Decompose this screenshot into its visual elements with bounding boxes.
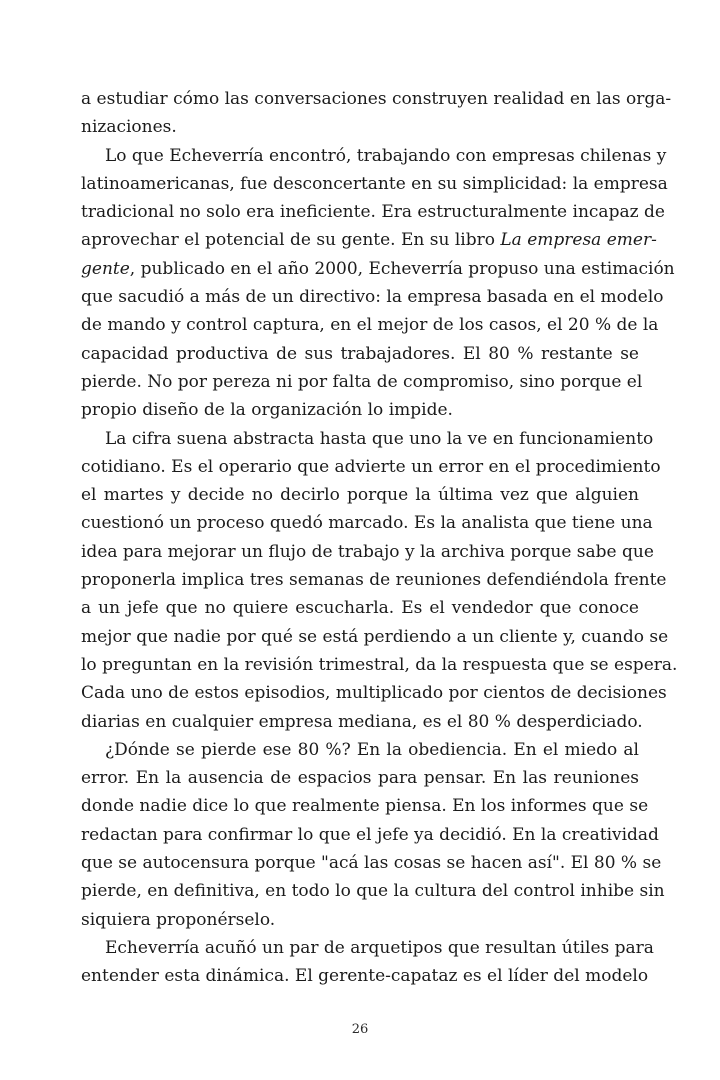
paragraph-first-line: ¿Dónde se pierde ese 80 %? En la obediencia. En el miedo al xyxy=(105,739,639,760)
page-number: 26 xyxy=(351,1022,369,1037)
text-line: a estudiar cómo las conversaciones construyen realidad en las orga- xyxy=(81,89,672,109)
text-line: idea para mejorar un flujo de trabajo y la archiva porque sabe que xyxy=(81,541,654,562)
text-line xyxy=(81,255,675,283)
paragraph-first-line: Echeverría acuñó un par de arquetipos que resultan útiles para xyxy=(105,937,654,958)
text-line: nizaciones. xyxy=(81,117,177,138)
text-segment: aprovechar el potencial de su gente. En su libro xyxy=(81,230,501,251)
text-line: capacidad productiva de sus trabajadores. El 80 % restante se xyxy=(81,343,639,364)
text-line: proponerla implica tres semanas de reuniones defendiéndola frente xyxy=(81,570,667,591)
paragraph-first-line: Lo que Echeverría encontró, trabajando con empresas chilenas y xyxy=(105,145,667,166)
text-line: de mando y control captura, en el mejor de los casos, el 20 % de la xyxy=(81,315,659,336)
text-line: siquiera proponérselo. xyxy=(81,909,276,930)
text-line: donde nadie dice lo que realmente piensa. En los informes que se xyxy=(81,796,649,817)
text-line: diarias en cualquier empresa mediana, es el 80 % desperdiciado. xyxy=(81,711,643,732)
text-line: cuestionó un proceso quedó marcado. Es la analista que tiene una xyxy=(81,513,653,534)
text-line: propio diseño de la organización lo impide. xyxy=(81,400,453,421)
text-line: pierde. No por pereza ni por falta de compromiso, sino porque el xyxy=(81,371,643,392)
text-line: que se autocensura porque "acá las cosas se hacen así". El 80 % se xyxy=(81,853,662,874)
text-line: latinoamericanas, fue desconcertante en su simplicidad: la empresa xyxy=(81,173,668,194)
text-line: mejor que nadie por qué se está perdiendo a un cliente y, cuando se xyxy=(81,626,669,647)
text-line: redactan para confirmar lo que el jefe ya decidió. En la creatividad xyxy=(81,824,659,845)
book-title-italic: gente xyxy=(81,258,130,279)
text-line: entender esta dinámica. El gerente-capataz es el líder del modelo xyxy=(81,966,649,987)
text-line: el martes y decide no decirlo porque la última vez que alguien xyxy=(81,485,639,506)
text-line: pierde, en definitiva, en todo lo que la cultura del control inhibe sin xyxy=(81,881,665,902)
text-line: lo preguntan en la revisión trimestral, da la respuesta que se espera. xyxy=(81,654,678,675)
text-line: que sacudió a más de un directivo: la empresa basada en el modelo xyxy=(81,287,664,308)
text-segment: , publicado en el año 2000, Echeverría propuso una estimación xyxy=(129,258,675,279)
text-line: tradicional no solo era ineficiente. Era estructuralmente incapaz de xyxy=(81,202,665,223)
body-text xyxy=(81,85,678,991)
text-line: cotidiano. Es el operario que advierte un error en el procedimiento xyxy=(81,456,661,477)
text-line: error. En la ausencia de espacios para pensar. En las reuniones xyxy=(81,768,639,789)
book-title-italic: La empresa emer- xyxy=(500,230,657,251)
text-line: Cada uno de estos episodios, multiplicado por cientos de decisiones xyxy=(81,683,667,704)
text-line: a un jefe que no quiere escucharla. Es el vendedor que conoce xyxy=(81,598,639,619)
text-line xyxy=(81,226,657,254)
paragraph-first-line: La cifra suena abstracta hasta que uno la ve en funcionamiento xyxy=(105,428,654,449)
